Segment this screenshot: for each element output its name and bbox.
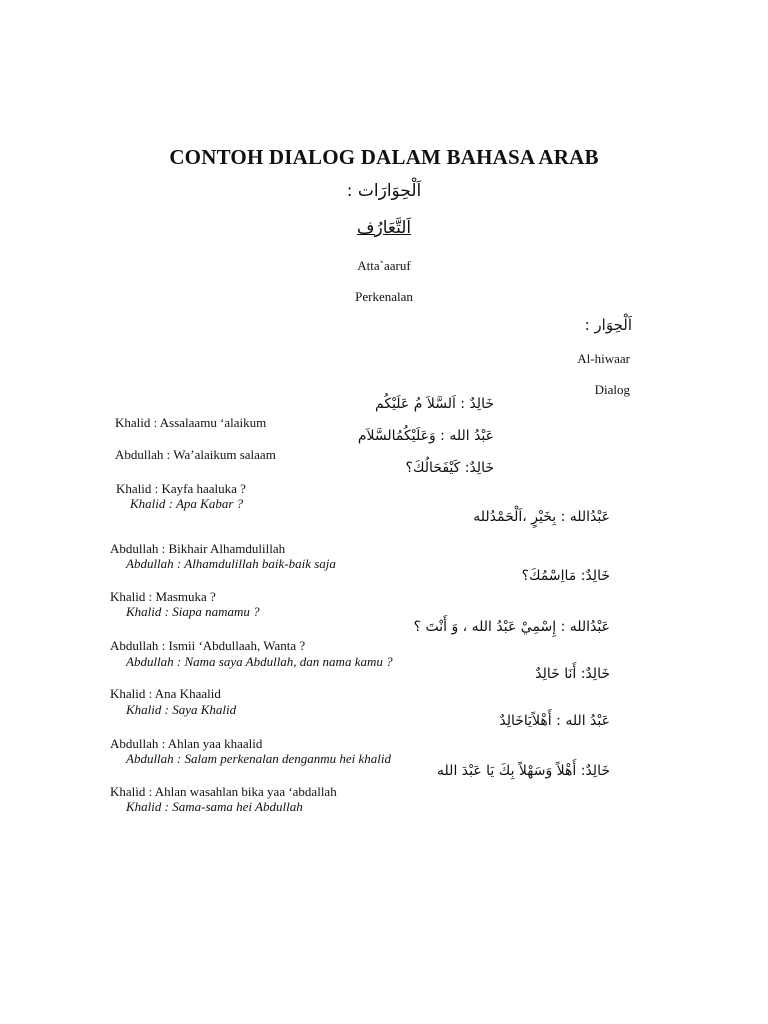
subtitle-arabic-taaruf: اَلتَّعَارُف — [356, 218, 412, 238]
subtitle-latin-taaruf: Atta`aaruf — [357, 258, 411, 273]
dialog-translation-line: Abdullah : Alhamdulillah baik-baik saja — [126, 556, 336, 571]
dialog-latin-line: Khalid : Ana Khaalid — [110, 686, 221, 701]
arabic-line: خَالِدٌ : اَلسَّلاَ مُ عَلَيْكُم — [375, 396, 494, 412]
dialog-translation-line: Abdullah : Salam perkenalan denganmu hei khalid — [126, 751, 392, 766]
dialog-latin-line: Khalid : Masmuka ? — [110, 589, 216, 604]
dialog-translation-line: Khalid : Saya Khalid — [126, 702, 237, 717]
page-title: CONTOH DIALOG DALAM BAHASA ARAB — [169, 145, 599, 169]
dialog-latin-line: Abdullah : Bikhair Alhamdulillah — [110, 541, 286, 556]
dialog-translation-line: Khalid : Siapa namamu ? — [126, 604, 260, 619]
dialog-translation-line: Khalid : Apa Kabar ? — [130, 496, 244, 511]
arabic-line: خَالِدٌ: مَااِسْمُكَ؟ — [521, 568, 610, 584]
section-label-dialog: Dialog — [594, 382, 630, 397]
arabic-line: خَالِدٌ: أَنَا خَالِدٌ — [535, 666, 610, 682]
subtitle-translation-perkenalan: Perkenalan — [355, 289, 413, 304]
arabic-line: عَبْدُ الله : أَهْلاًيَاخَالِدٌ — [499, 713, 610, 729]
arabic-line: عَبْدُالله : بِخَيْرٍ ،اَلْحَمْدُلله — [473, 509, 610, 525]
dialog-latin-line: Abdullah : Ahlan yaa khaalid — [110, 736, 263, 751]
dialog-translation-line: Khalid : Sama-sama hei Abdullah — [126, 799, 303, 814]
dialog-latin-line: Abdullah : Ismii ‘Abdullaah, Wanta ? — [110, 638, 306, 653]
arabic-line: عَبْدُ الله : وَعَلَيْكُمُالسَّلاَم — [357, 428, 494, 444]
dialog-latin-line: Khalid : Kayfa haaluka ? — [116, 481, 246, 496]
section-arabic-hiwaar: اَلْحِوَار : — [584, 316, 632, 334]
arabic-line: عَبْدُالله : إِسْمِيْ عَبْدُ الله ، وَ أَنْتَ ؟ — [413, 619, 610, 635]
dialog-latin-line: Khalid : Ahlan wasahlan bika yaa ‘abdallah — [110, 784, 337, 799]
dialog-translation-line: Abdullah : Nama saya Abdullah, dan nama kamu ? — [126, 654, 393, 669]
dialog-latin-line: Abdullah : Wa’alaikum salaam — [115, 447, 276, 462]
arabic-line: خَالِدٌ: أَهْلاً وَسَهْلاً بِكَ يَا عَبْدَ الله — [437, 763, 610, 779]
arabic-line: خَالِدٌ: كَيْفَحَالُكَ؟ — [405, 460, 494, 476]
subtitle-arabic-hiwaraat: اَلْحِوَارَات : — [346, 181, 422, 201]
dialog-latin-line: Khalid : Assalaamu ‘alaikum — [115, 415, 267, 430]
section-latin-hiwaar: Al-hiwaar — [577, 351, 630, 366]
